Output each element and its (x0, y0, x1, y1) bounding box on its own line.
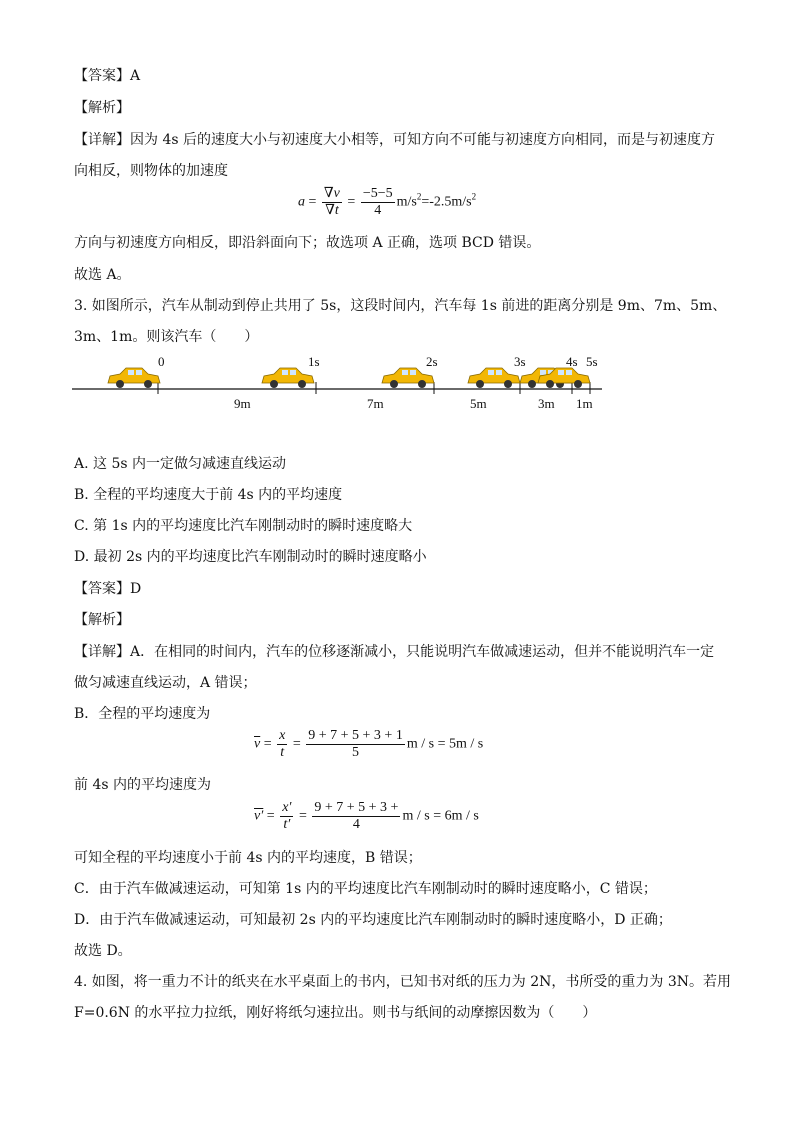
option-c: C. 第 1s 内的平均速度比汽车刚制动时的瞬时速度略大 (74, 518, 413, 534)
tick-marks (158, 382, 590, 394)
option-a: A. 这 5s 内一定做匀减速直线运动 (74, 456, 287, 472)
detail-text: 【详解】A．在相同的时间内，汽车的位移逐渐减小，只能说明汽车做减速运动，但并不能说明汽车一定 (74, 644, 715, 660)
option-d: D. 最初 2s 内的平均速度比汽车刚制动时的瞬时速度略小 (74, 549, 427, 565)
choice-text: 故选 A。 (74, 267, 131, 283)
numerator: x (279, 728, 286, 743)
detail-text: 做匀减速直线运动，A 错误； (74, 675, 257, 691)
detail-text: 【详解】因为 4s 后的速度大小与初速度大小相等，可知方向不可能与初速度方向相同，而是与初速度方 (74, 132, 715, 148)
choice-text: 故选 D。 (74, 943, 132, 959)
numerator: −5−5 (362, 186, 393, 201)
distance-label: 9m (234, 396, 251, 411)
unit: m/s (396, 194, 417, 210)
numerator: ∇v (323, 186, 340, 201)
denominator: t′ (283, 817, 291, 832)
fraction (280, 800, 293, 833)
detail-text: B．全程的平均速度为 (74, 706, 211, 722)
analysis-label: 【解析】 (74, 100, 130, 116)
average-speed-equation: $\overline{v}$ = $\frac{x}{t}$ = $\frac{9 + 7 + 5 + 3 + 1}{5}$ m / s = 5m / s (254, 728, 484, 760)
detail-text: C．由于汽车做减速运动，可知第 1s 内的平均速度比汽车刚制动时的瞬时速度略小，C 错误； (74, 881, 657, 897)
question-3-text: 3. 如图所示，汽车从制动到停止共用了 5s，这段时间内，汽车每 1s 前进的距离分别是 9m、7m、5m、 (74, 298, 727, 314)
eq-lhs: a (298, 194, 305, 210)
fraction (322, 186, 342, 219)
car-braking-figure (72, 352, 612, 414)
time-label: 0 (158, 354, 165, 369)
time-label: 5s (586, 354, 598, 369)
time-label: 1s (308, 354, 320, 369)
numerator: 9 + 7 + 5 + 3 + (314, 800, 399, 815)
question-4-text: F=0.6N 的水平拉力拉纸，刚好将纸匀速拉出。则书与纸间的动摩擦因数为（ ） (74, 1005, 597, 1021)
fraction (306, 728, 405, 761)
denominator: 5 (352, 745, 360, 760)
option-b: B. 全程的平均速度大于前 4s 内的平均速度 (74, 487, 343, 503)
eq-lhs: $\overline{v}$ (254, 736, 261, 752)
detail-text: D．由于汽车做减速运动，可知最初 2s 内的平均速度比汽车刚制动时的瞬时速度略小，D 正确； (74, 912, 672, 928)
car-icon (108, 368, 160, 388)
distance-label: 7m (367, 396, 384, 411)
result: =-2.5m/s (421, 194, 472, 210)
time-label: 4s (566, 354, 578, 369)
exponent: 2 (416, 191, 422, 202)
distance-label: 1m (576, 396, 593, 411)
fraction (277, 728, 287, 761)
acceleration-equation: a = $\frac{\nabla v}{\nabla t}$ = $\frac{-5-5}{4}$ $m/s^2=-2.5m/s^2$ (298, 186, 477, 218)
eq-lhs: v′ (254, 808, 264, 824)
question-4-text: 4. 如图，将一重力不计的纸夹在水平桌面上的书内，已知书对纸的压力为 2N，书所受的重力为 3N。若用 (74, 974, 732, 990)
denominator: t (280, 745, 285, 760)
detail-text: 可知全程的平均速度小于前 4s 内的平均速度，B 错误； (74, 850, 422, 866)
question-3-text: 3m、1m。则该汽车（ ） (74, 329, 259, 345)
denominator: ∇t (325, 203, 339, 218)
car-icon (468, 368, 520, 388)
fraction (361, 186, 395, 219)
answer-label: 【答案】D (74, 581, 142, 597)
result: m / s = 6m / s (402, 808, 479, 824)
numerator: 9 + 7 + 5 + 3 + 1 (308, 728, 403, 743)
exponent: 2 (471, 191, 477, 202)
analysis-label: 【解析】 (74, 612, 130, 628)
denominator: 4 (352, 817, 360, 832)
detail-text: 向相反，则物体的加速度 (74, 163, 228, 179)
car-icon (262, 368, 314, 388)
numerator: x′ (282, 800, 292, 815)
denominator: 4 (374, 203, 382, 218)
answer-label: 【答案】A (74, 68, 141, 84)
time-label: 3s (514, 354, 526, 369)
distance-label: 5m (470, 396, 487, 411)
result: m / s = 5m / s (406, 736, 484, 752)
detail-text: 方向与初速度方向相反，即沿斜面向下；故选项 A 正确，选项 BCD 错误。 (74, 235, 541, 251)
fraction (312, 800, 400, 833)
time-label: 2s (426, 354, 438, 369)
detail-text: 前 4s 内的平均速度为 (74, 777, 211, 793)
average-speed-4s-equation: v′ = $\frac{x'}{t'}$ = $\frac{9 + 7 + 5 + 3 +}{4}$ m / s = 6m / s (254, 800, 479, 832)
car-icon (382, 368, 434, 388)
distance-label: 3m (538, 396, 555, 411)
